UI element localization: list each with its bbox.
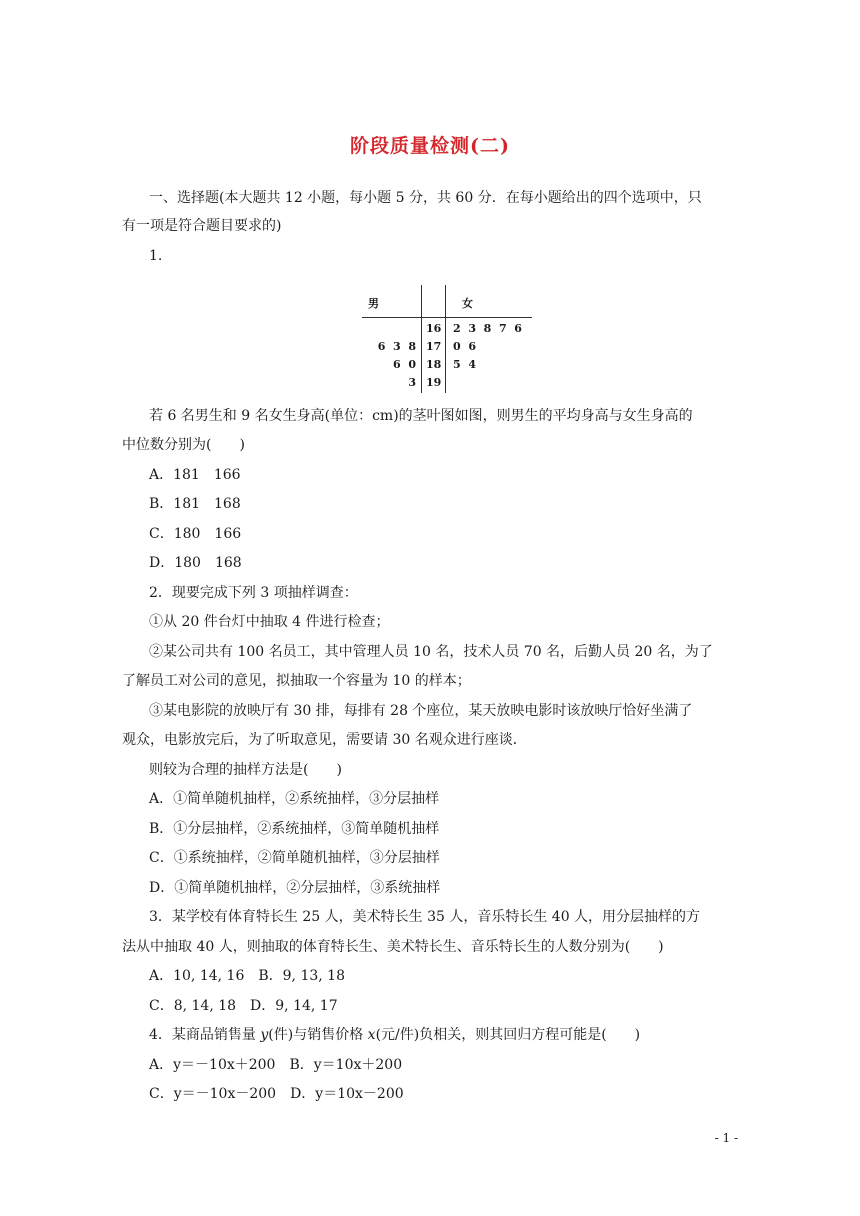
q4-text: (件)与销售价格 (268, 1027, 368, 1043)
stem-row-female: 5 4 (453, 358, 476, 371)
stem-row-female: 2 3 8 7 6 (453, 322, 522, 335)
q2-line6: 观众，电影放完后，为了听取意见，需要请 30 名观众进行座谈． (122, 732, 527, 748)
q2-option-a: A．①简单随机抽样，②系统抽样，③分层抽样 (149, 791, 440, 807)
q2-line4: 了解员工对公司的意见，拟抽取一个容量为 10 的样本； (122, 673, 471, 689)
stem-row-stem: 17 (426, 340, 442, 353)
q3-line2: 法从中抽取 40 人，则抽取的体育特长生、美术特长生、音乐特长生的人数分别为( ) (122, 939, 664, 955)
q2-line3: ②某公司共有 100 名员工，其中管理人员 10 名，技术人员 70 名，后勤人员 20 名，为了 (149, 644, 713, 660)
q4-text: 4．某商品销售量 (149, 1027, 261, 1043)
q3-options-line1: A．10, 14, 16 B．9, 13, 18 (149, 968, 345, 984)
stem-leaf-plot (362, 285, 532, 393)
stem-row-male: 3 (408, 376, 416, 389)
stem-row-stem: 19 (426, 376, 442, 389)
q2-line7: 则较为合理的抽样方法是( ) (149, 762, 342, 778)
q4-option-a-expr: y＝－10x＋200 (173, 1057, 276, 1073)
q1-text-line1: 若 6 名男生和 9 名女生身高(单位：cm)的茎叶图如图，则男生的平均身高与女生身高的 (149, 408, 693, 424)
q1-option-d: D．180 168 (149, 555, 242, 571)
q2-line1: 2．现要完成下列 3 项抽样调查： (149, 585, 358, 601)
section-intro-line2: 有一项是符合题目要求的) (122, 218, 282, 234)
q4-var-x: x (367, 1027, 376, 1043)
q1-number: 1. (149, 248, 163, 264)
q1-text-line2: 中位数分别为( ) (122, 437, 245, 453)
q4-line1 (149, 1025, 640, 1045)
q4-options-line1 (149, 1055, 402, 1075)
q2-option-b: B．①分层抽样，②系统抽样，③简单随机抽样 (149, 821, 440, 837)
q1-option-c: C．180 166 (149, 526, 242, 542)
q4-text: (元/件)负相关，则其回归方程可能是( ) (375, 1027, 641, 1043)
stem-row-male: 6 3 8 (377, 340, 416, 353)
page-number: - 1 - (714, 1131, 738, 1145)
q4-option-d-label: D． (290, 1086, 316, 1102)
q1-option-a: A．181 166 (149, 467, 241, 483)
q4-option-a-label: A． (149, 1057, 174, 1073)
stem-row-female: 0 6 (453, 340, 476, 353)
q2-line2: ①从 20 件台灯中抽取 4 件进行检查； (149, 614, 390, 630)
q4-option-c-label: C． (149, 1086, 174, 1102)
q4-options-line2 (149, 1084, 404, 1104)
page-title: 阶段质量检测(二) (350, 135, 510, 157)
stem-row-stem: 18 (426, 358, 442, 371)
stem-row-stem: 16 (426, 322, 442, 335)
stem-header-female: 女 (462, 297, 473, 310)
q4-var-y: y (260, 1027, 269, 1043)
q4-option-b-label: B． (289, 1057, 314, 1073)
q2-line5: ③某电影院的放映厅有 30 排，每排有 28 个座位，某天放映电影时该放映厅恰好坐满了 (149, 703, 693, 719)
q2-option-c: C．①系统抽样，②简单随机抽样，③分层抽样 (149, 850, 440, 866)
stem-row-male: 6 0 (393, 358, 416, 371)
q1-option-b: B．181 168 (149, 496, 241, 512)
q4-option-b-expr: y＝10x＋200 (313, 1057, 403, 1073)
q3-options-line2: C．8, 14, 18 D．9, 14, 17 (149, 998, 338, 1014)
q2-option-d: D．①简单随机抽样，②分层抽样，③系统抽样 (149, 880, 441, 896)
section-intro-line1: 一、选择题(本大题共 12 小题，每小题 5 分，共 60 分．在每小题给出的四个选项中，只 (149, 190, 702, 206)
stem-header-male: 男 (368, 297, 379, 310)
q4-option-c-expr: y＝－10x－200 (173, 1086, 277, 1102)
q4-option-d-expr: y＝10x－200 (315, 1086, 404, 1102)
q3-line1: 3．某学校有体育特长生 25 人，美术特长生 35 人，音乐特长生 40 人，用分层抽样的方 (149, 909, 701, 925)
